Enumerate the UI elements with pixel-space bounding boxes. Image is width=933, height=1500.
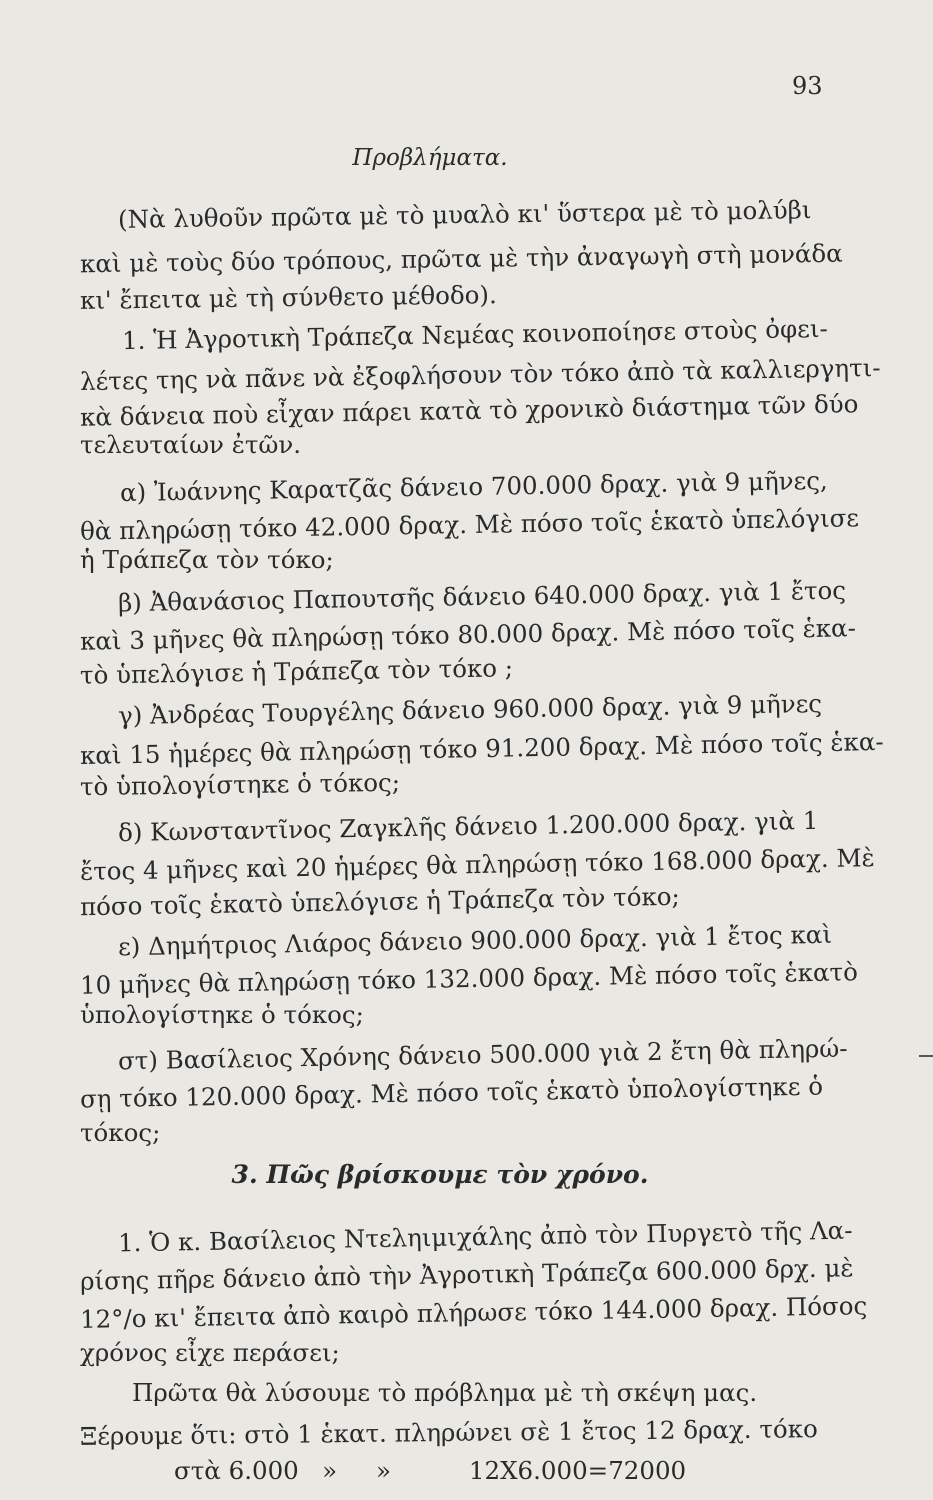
text-line: Ξέρουμε ὅτι: στὸ 1 ἑκατ. πληρώνει σὲ 1 ἔτος 12 δραχ. τόκο [79,1414,818,1451]
text-line: κὰ δάνεια ποὺ εἶχαν πάρει κατὰ τὸ χρονικὸ διάστημα τῶν δύο [79,389,859,432]
text-line: 1. Ἡ Ἀγροτικὴ Τράπεζα Νεμέας κοινοποίησε στοὺς ὀφει- [121,313,828,356]
text-line: α) Ἰωάννης Καρατζᾶς δάνειο 700.000 δραχ. γιὰ 9 μῆνες, [119,465,828,508]
text-line: ἔτος 4 μῆνες καὶ 20 ἡμέρες θὰ πληρώσῃ τόκο 168.000 δραχ. Μὲ [79,843,875,886]
text-line: β) Ἀθανάσιος Παπουτσῆς δάνειο 640.000 δραχ. γιὰ 1 ἔτος [117,575,847,618]
text-line: χρόνος εἶχε περάσει; [80,1338,340,1367]
text-line: στὰ 6.000 » » 12Χ6.000=72000 [174,1456,687,1485]
text-line: καὶ 15 ἡμέρες θὰ πληρώσῃ τόκο 91.200 δραχ. Μὲ πόσο τοῖς ἑκα- [79,726,884,771]
text-line: 12°/ο κι' ἔπειτα ἀπὸ καιρὸ πλήρωσε τόκο 144.000 δραχ. Πόσος [79,1291,868,1334]
text-line: τόκος; [80,1118,161,1147]
text-line: ε) Δημήτριος Λιάρος δάνειο 900.000 δραχ. γιὰ 1 ἔτος καὶ [117,919,833,962]
text-line: πόσο τοῖς ἑκατὸ ὑπελόγισε ἡ Τράπεζα τὸν τόκο; [79,881,681,922]
section-heading: Προβλήματα. [352,145,508,171]
text-line: λέτες της νὰ πᾶνε νὰ ἐξοφλήσουν τὸν τόκο ἀπὸ τὰ καλλιεργητι- [79,353,881,396]
text-line: τελευταίων ἐτῶν. [80,430,302,459]
page-number: 93 [792,72,823,100]
edge-mark [919,1055,933,1057]
text-line: στ) Βασίλειος Χρόνης δάνειο 500.000 γιὰ 2 ἔτη θὰ πληρώ- [117,1033,848,1076]
text-line: ρίσης πῆρε δάνειο ἀπὸ τὴν Ἀγροτικὴ Τράπεζα 600.000 δρχ. μὲ [79,1253,854,1296]
text-line: γ) Ἀνδρέας Τουργέλης δάνειο 960.000 δραχ. γιὰ 9 μῆνες [117,688,823,731]
text-line: κι' ἔπειτα μὲ τὴ σύνθετο μέθοδο). [79,280,497,315]
text-line: τὸ ὑπελόγισε ἡ Τράπεζα τὸν τόκο ; [79,653,514,690]
text-line: τὸ ὑπολογίστηκε ὁ τόκος; [79,767,401,802]
text-line: καὶ 3 μῆνες θὰ πληρώσῃ τόκο 80.000 δραχ. Μὲ πόσο τοῖς ἑκα- [79,613,857,656]
text-line: θὰ πληρώσῃ τόκο 42.000 δραχ. Μὲ πόσο τοῖς ἑκατὸ ὑπελόγισε [79,503,860,546]
text-line: Πρῶτα θὰ λύσουμε τὸ πρόβλημα μὲ τὴ σκέψη μας. [132,1378,758,1407]
text-line: ἡ Τράπεζα τὸν τόκο; [80,545,334,574]
text-line: (Νὰ λυθοῦν πρῶτα μὲ τὸ μυαλὸ κι' ὕστερα μὲ τὸ μολύβι [117,195,812,234]
text-line: σῃ τόκο 120.000 δραχ. Μὲ πόσο τοῖς ἑκατὸ ὑπολογίστηκε ὁ [79,1071,824,1114]
text-line: 1. Ὁ κ. Βασίλειος Ντεληιμιχάλης ἀπὸ τὸν Πυργετὸ τῆς Λα- [117,1215,853,1258]
text-line: ὑπολογίστηκε ὁ τόκος; [80,1000,364,1029]
text-line: καὶ μὲ τοὺς δύο τρόπους, πρῶτα μὲ τὴν ἀναγωγὴ στὴ μονάδα [79,238,843,279]
section-3-title: 3. Πῶς βρίσκουμε τὸν χρόνο. [231,1160,649,1189]
text-line: δ) Κωνσταντῖνος Ζαγκλῆς δάνειο 1.200.000 δραχ. γιὰ 1 [117,805,819,848]
text-line: 10 μῆνες θὰ πληρώσῃ τόκο 132.000 δραχ. Μὲ πόσο τοῖς ἑκατὸ [79,957,859,1000]
